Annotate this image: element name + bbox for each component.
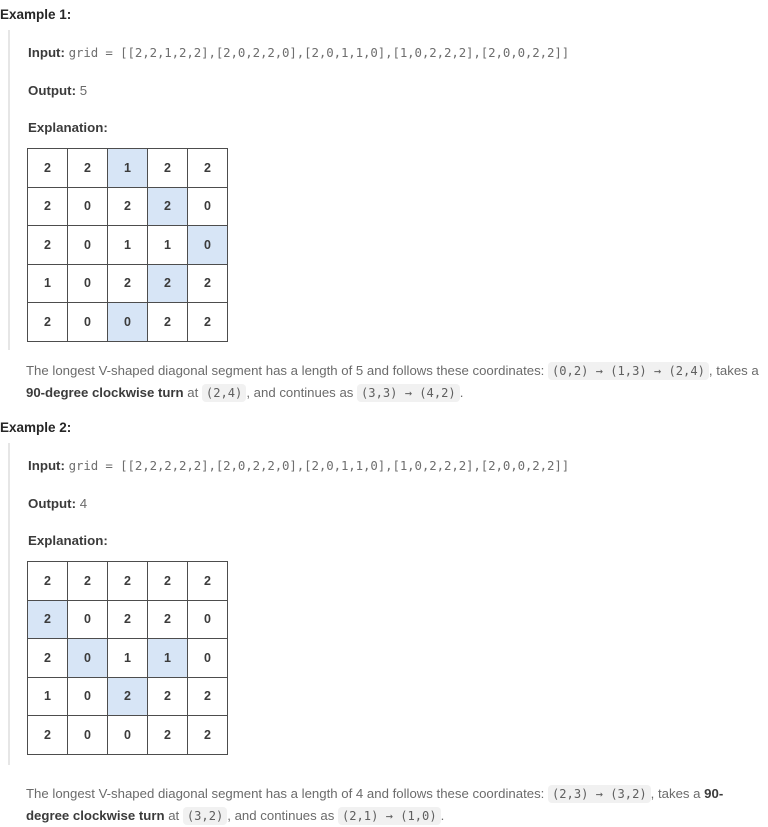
example-1-block — [8, 30, 768, 350]
explanation-label: Explanation: — [28, 533, 108, 548]
grid-row — [28, 149, 228, 188]
grid-cell-1-0: 2 — [28, 600, 68, 639]
grid-cell-4-4: 2 — [188, 303, 228, 342]
explanation-text-5: . — [459, 385, 464, 400]
grid-cell-0-4: 2 — [188, 562, 228, 601]
example-2-explanation-row — [28, 532, 108, 550]
grid-cell-3-2: 2 — [108, 677, 148, 716]
example-1-output-row — [28, 82, 87, 100]
grid-row — [28, 639, 228, 678]
explanation-line-2 — [26, 805, 768, 827]
explanation-text-1: The longest V-shaped diagonal segment has a length of 4 and follows these coordinates: — [26, 786, 548, 801]
grid-cell-1-3: 2 — [148, 187, 188, 226]
grid-row — [28, 562, 228, 601]
example-2-input-row — [28, 457, 569, 475]
explanation-text-5: . — [440, 808, 445, 823]
grid-cell-0-2: 1 — [108, 149, 148, 188]
explanation-text-2: , takes a — [708, 363, 759, 378]
grid-cell-4-2: 0 — [108, 303, 148, 342]
grid-body — [28, 562, 228, 755]
grid-cell-1-4: 0 — [188, 187, 228, 226]
explanation-label: Explanation: — [28, 120, 108, 135]
grid-row — [28, 187, 228, 226]
grid-cell-2-2: 1 — [108, 639, 148, 678]
explanation-text-4: , and continues as — [227, 808, 338, 823]
output-value: 4 — [79, 496, 88, 511]
example-2-block — [8, 443, 768, 765]
grid-cell-3-1: 0 — [68, 264, 108, 303]
explanation-text-3: at — [183, 385, 202, 400]
grid-cell-1-3: 2 — [148, 600, 188, 639]
grid-cell-0-2: 2 — [108, 562, 148, 601]
grid-cell-4-2: 0 — [108, 716, 148, 755]
input-label: Input: — [28, 458, 65, 473]
grid-cell-2-1: 0 — [68, 639, 108, 678]
example-1-heading: Example 1: — [0, 7, 72, 22]
explanation-text-1: The longest V-shaped diagonal segment has a length of 5 and follows these coordinates: — [26, 363, 548, 378]
grid-row — [28, 600, 228, 639]
grid-cell-1-2: 2 — [108, 187, 148, 226]
grid-cell-2-0: 2 — [28, 639, 68, 678]
grid-row — [28, 677, 228, 716]
grid-cell-2-2: 1 — [108, 226, 148, 265]
explanation-line-1 — [26, 360, 768, 382]
grid-cell-3-3: 2 — [148, 677, 188, 716]
grid-body — [28, 149, 228, 342]
grid-cell-2-3: 1 — [148, 226, 188, 265]
grid-cell-1-1: 0 — [68, 187, 108, 226]
grid-cell-2-3: 1 — [148, 639, 188, 678]
output-label: Output: — [28, 83, 76, 98]
explanation-bold-1: degree clockwise turn — [26, 808, 165, 823]
grid-cell-4-4: 2 — [188, 716, 228, 755]
grid-row — [28, 303, 228, 342]
example-1-input-row — [28, 44, 569, 62]
output-value: 5 — [79, 83, 88, 98]
example-2-grid — [27, 561, 228, 755]
explanation-line-1 — [26, 783, 768, 805]
grid-cell-3-0: 1 — [28, 677, 68, 716]
grid-cell-0-3: 2 — [148, 149, 188, 188]
coordinate-chip-1: (0,2) → (1,3) → (2,4) — [548, 362, 709, 380]
grid-cell-3-2: 2 — [108, 264, 148, 303]
grid-cell-4-0: 2 — [28, 303, 68, 342]
grid-cell-4-0: 2 — [28, 716, 68, 755]
grid-cell-1-1: 0 — [68, 600, 108, 639]
input-label: Input: — [28, 45, 65, 60]
coordinate-chip-3: (3,3) → (4,2) — [357, 384, 460, 402]
explanation-bold-prefix: 90- — [704, 786, 724, 801]
grid-cell-4-3: 2 — [148, 303, 188, 342]
grid-cell-2-4: 0 — [188, 226, 228, 265]
grid-cell-3-0: 1 — [28, 264, 68, 303]
grid-cell-0-3: 2 — [148, 562, 188, 601]
coordinate-chip-2: (2,4) — [202, 384, 246, 402]
grid-cell-4-1: 0 — [68, 716, 108, 755]
explanation-line-2 — [26, 382, 768, 404]
grid-cell-0-4: 2 — [188, 149, 228, 188]
grid-cell-3-4: 2 — [188, 677, 228, 716]
grid-cell-0-1: 2 — [68, 149, 108, 188]
grid-cell-2-0: 2 — [28, 226, 68, 265]
grid-cell-3-1: 0 — [68, 677, 108, 716]
coordinate-chip-3: (2,1) → (1,0) — [338, 807, 441, 825]
input-value: grid = [[2,2,2,2,2],[2,0,2,2,0],[2,0,1,1,0],[1,0,2,2,2],[2,0,0,2,2]] — [68, 458, 570, 473]
grid-cell-1-0: 2 — [28, 187, 68, 226]
output-label: Output: — [28, 496, 76, 511]
grid-cell-0-1: 2 — [68, 562, 108, 601]
explanation-text-3: at — [164, 808, 183, 823]
example-1-explanation-text — [26, 360, 768, 404]
example-2-heading: Example 2: — [0, 420, 72, 435]
input-value: grid = [[2,2,1,2,2],[2,0,2,2,0],[2,0,1,1,0],[1,0,2,2,2],[2,0,0,2,2]] — [68, 45, 570, 60]
grid-cell-1-4: 0 — [188, 600, 228, 639]
example-1-grid — [27, 148, 228, 342]
grid-cell-2-1: 0 — [68, 226, 108, 265]
grid-cell-3-3: 2 — [148, 264, 188, 303]
explanation-text-4: , and continues as — [246, 385, 358, 400]
explanation-text-2: , takes a — [650, 786, 705, 801]
explanation-bold-1: 90-degree clockwise turn — [26, 385, 184, 400]
grid-cell-2-4: 0 — [188, 639, 228, 678]
coordinate-chip-2: (3,2) — [183, 807, 227, 825]
example-1-explanation-row — [28, 119, 108, 137]
grid-row — [28, 264, 228, 303]
example-2-explanation-text — [26, 783, 768, 827]
grid-cell-4-3: 2 — [148, 716, 188, 755]
grid-cell-0-0: 2 — [28, 149, 68, 188]
coordinate-chip-1: (2,3) → (3,2) — [548, 785, 651, 803]
grid-cell-0-0: 2 — [28, 562, 68, 601]
grid-row — [28, 226, 228, 265]
example-2-output-row — [28, 495, 87, 513]
grid-cell-1-2: 2 — [108, 600, 148, 639]
grid-cell-4-1: 0 — [68, 303, 108, 342]
grid-cell-3-4: 2 — [188, 264, 228, 303]
grid-row — [28, 716, 228, 755]
